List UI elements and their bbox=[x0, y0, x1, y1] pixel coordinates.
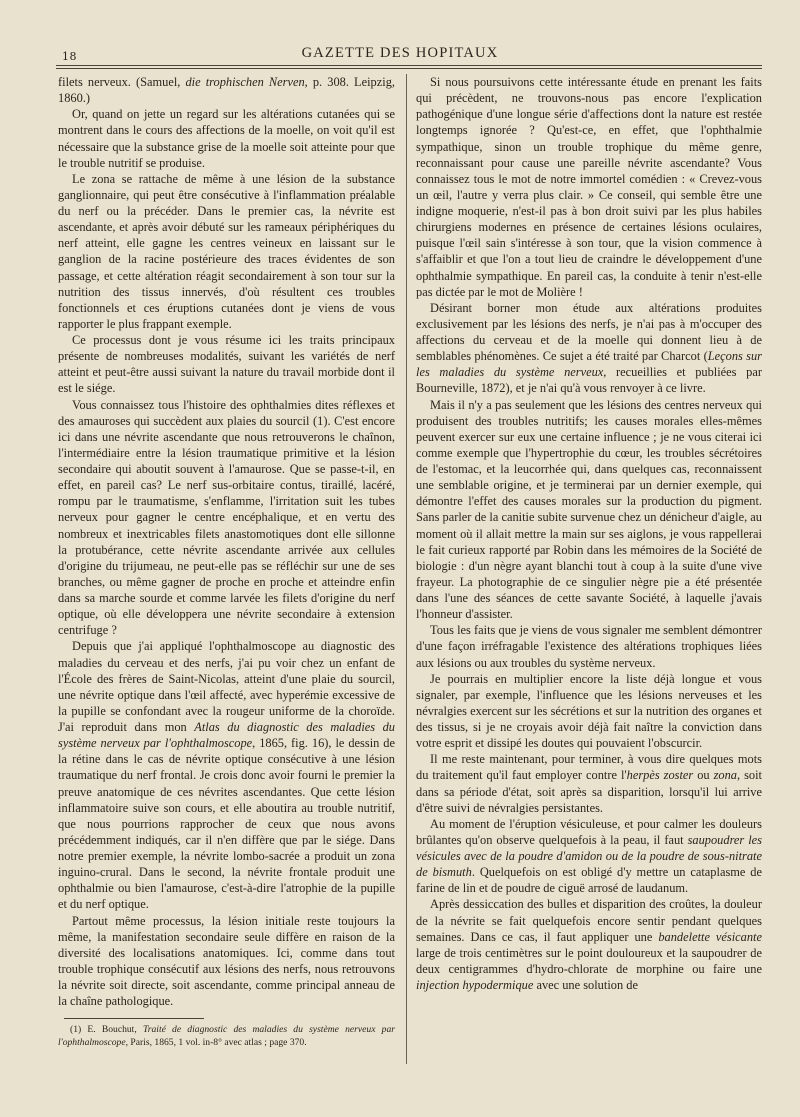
paragraph: Tous les faits que je viens de vous signaler me semblent démontrer d'une façon irréfragable l'existence des altérations trophiques liées aux lésions ou aux troubles du système nerveux. bbox=[416, 623, 762, 670]
paragraph: Désirant borner mon étude aux altérations produites exclusivement par les lésions des nerfs, je n'ai pas à m'occuper des affections du cerveau et de la moelle qui donnent lieu à de semblables phénomènes. Ce sujet a été traité par Charcot (Leçons sur les maladies du système nerveux, recueillies et publiées par Bourneville, 1872), et je n'ai qu'à vous renvoyer à ce livre. bbox=[416, 300, 762, 396]
header-rule-bottom bbox=[56, 68, 762, 69]
paragraph: Je pourrais en multiplier encore la liste déjà longue et vous signaler, par exemple, l'influence que les lésions nerveuses et les névralgies exercent sur les sécrétions et sur la nutrition des organes et des tissus, si je ne croyais avoir déjà fait naître la conviction dans votre esprit et dissipé les doutes qui pouvaient l'obscurcir. bbox=[416, 671, 762, 751]
left-column bbox=[58, 74, 395, 1009]
paragraph: Ce processus dont je vous résume ici les traits principaux présente de nombreuses modalités, suivant les variétés de nerf atteint et peut-être aussi suivant la nature du travail morbide dont il est le siége. bbox=[58, 333, 395, 396]
column-divider bbox=[406, 74, 407, 1064]
paragraph: Le zona se rattache de même à une lésion de la substance ganglionnaire, qui peut être consécutive à l'inflammation préalable du nerf ou la précéder. Dans le premier cas, la névrite est ascendante, et après avoir débuté sur les rameaux périphériques du nerf atteint, elle gagne les centres veineux en laissant sur le ganglion de la racine postérieure des traces évidentes de son passage, et cette altération réagit secondairement à son tour sur la nutrition des tissus innervés, d'où résultent ces troubles fonctionnels et ces éruptions cutanées dont je viens de vous rapporter le plus frappant exemple. bbox=[58, 171, 395, 331]
paragraph: filets nerveux. (Samuel, die trophischen Nerven, p. 308. Leipzig, 1860.) bbox=[58, 75, 395, 106]
footnote-text: (1) E. Bouchut, Traité de diagnostic des maladies du système nerveux par l'ophthalmoscope, Paris, 1865, 1 vol. in-8° avec atlas ; page 370. bbox=[58, 1024, 395, 1048]
header-rule-top bbox=[56, 65, 762, 66]
running-title: GAZETTE DES HOPITAUX bbox=[301, 45, 499, 61]
paragraph: Après dessiccation des bulles et disparition des croûtes, la douleur de la névrite se fait quelquefois encore sentir pendant quelques semaines. Dans ce cas, il faut appliquer une bandelette vésicante large de trois centimètres sur le point douloureux et la saupoudrer de deux centigrammes d'hydro-chlorate de morphine ou faire une injection hypodermique avec une solution de bbox=[416, 897, 762, 992]
paragraph: Vous connaissez tous l'histoire des ophthalmies dites réflexes et des amauroses qui succèdent aux plaies du sourcil (1). C'est encore ici dans une névrite ascendante que nous retrouverons le chaînon, l'intermédiaire entre la lésion traumatique primitive et la lésion secondaire qui aboutit souvent à l'amaurose. Que se passe-t-il, en effet, en pareil cas? Le nerf sus-orbitaire contus, tiraillé, lacéré, rompu par le traumatisme, s'enflamme, l'irritation suit les tubes nerveux pour gagner le centre encéphalique, et en vertu des nombreux et inextricables filets anastomotiques dont elle sillonne la protubérance, cette névrite ascendante arrivée aux cellules d'origine du trijumeau, ne peut-elle pas se réfléchir sur une de ses branches, ou même gagner de proche en proche et atteindre enfin dans sa marche sourde et comme larvée les filets d'origine du nerf optique, où elle développera une névrite secondaire à extension centrifuge ? bbox=[58, 397, 395, 638]
page-number: 18 bbox=[62, 50, 77, 63]
right-column bbox=[416, 74, 762, 993]
footnote-rule bbox=[64, 1018, 204, 1019]
paragraph: Si nous poursuivons cette intéressante étude en prenant les faits qui précèdent, ne trouvons-nous pas encore l'explication pathogénique d'une longue série d'affections dont la nature est restée longtemps ignorée ? Qu'est-ce, en effet, que l'ophthalmie sympathique, sinon un trouble trophique du même genre, reconnaissant pour cause une pareille névrite ascendante? Vous connaissez tous le mot de notre immortel comédien : « Crevez-vous un œil, l'autre y verra plus clair. » Ce conseil, qui semble être une indigne moquerie, n'est-il pas à bon droit suivi par les plus habiles chirurgiens modernes en présence de certaines lésions oculaires, puisque l'œil sain s'intéresse à son tour, que la vision commence à s'affaiblir et que l'on a tout lieu de craindre le développement d'une ophthalmie sympathique. En pareil cas, la conduite à tenir n'est-elle pas dictée par le mot de Molière ! bbox=[416, 75, 762, 299]
paragraph: Il me reste maintenant, pour terminer, à vous dire quelques mots du traitement qu'il faut employer contre l'herpès zoster ou zona, soit dans sa période d'état, soit après sa disparition, lorsqu'il lui arrive d'être suivi de névralgies persistantes. bbox=[416, 752, 762, 815]
paragraph: Partout même processus, la lésion initiale reste toujours la même, la manifestation secondaire seule diffère en raison de la diversité des localisations anatomiques. Ici, comme dans tout trouble trophique consécutif aux lésions des nerfs, nous retrouvons la névrite soit directe, soit ascendante, comme principal anneau de la chaîne pathologique. bbox=[58, 913, 395, 1009]
footnote bbox=[58, 1024, 395, 1049]
paragraph: Depuis que j'ai appliqué l'ophthalmoscope au diagnostic des maladies du cerveau et des nerfs, j'ai pu voir chez un enfant de l'École des frères de Saint-Nicolas, atteint d'une plaie du sourcil, une névrite optique dans l'œil affecté, avec hyperémie excessive de la pupille se confondant avec la rougeur uniforme de la choroïde. J'ai reproduit dans mon Atlas du diagnostic des maladies du système nerveux par l'ophthalmoscope, 1865, fig. 16), le dessin de la rétine dans le cas de névrite optique consécutive à une lésion traumatique du nerf frontal. Je crois donc avoir fourni le premier la preuve anatomique de ces névrites ascendantes. Que cette lésion inflammatoire suive son cours, et elle aboutira au trouble nutritif, que nous pourrions rapprocher de ceux que nous avons précédemment indiqués, car il n'en diffère que par le siége. Dans notre premier exemple, la névrite lombo-sacrée a produit un zona inguino-crural. Dans le second, la névrite frontale produit une ophthalmie ou bien l'amaurose, c'est-à-dire l'atrophie de la pupille et du nerf optique. bbox=[58, 639, 396, 912]
paragraph: Au moment de l'éruption vésiculeuse, et pour calmer les douleurs brûlantes qu'on observe quelquefois à la peau, il faut saupoudrer les vésicules avec de la poudre d'amidon ou de la poudre de sous-nitrate de bismuth. Quelquefois on est obligé d'y mettre un cataplasme de farine de lin et de poudre de ciguë arrosé de laudanum. bbox=[416, 816, 762, 896]
paragraph: Or, quand on jette un regard sur les altérations cutanées qui se montrent dans le cours des affections de la moelle, on voit qu'il est nécessaire que la substance grise de la moelle soit atteinte pour que le trouble nutritif se produise. bbox=[58, 107, 395, 170]
paragraph: Mais il n'y a pas seulement que les lésions des centres nerveux qui produisent des troubles nutritifs; les causes morales elles-mêmes peuvent exercer sur eux une certaine influence ; je ne vous citerai ici comme exemple que l'hypertrophie du cœur, les troubles sécrétoires de l'estomac, et la leucorrhée qui, dans quelques cas, reconnaissent une semblable origine, et je terminerai par un dernier exemple, qui démontre l'effet des causes morales sur la production du pigment. Sans parler de la canitie subite survenue chez un dénicheur d'aigle, au moment où il allait mettre la main sur ses aiglons, je vous rappellerai le fait curieux rapporté par Robin dans les mémoires de la Société de biologie : d'un nègre ayant blanchi tout à coup à la suite d'une vive frayeur. La photographie de ce singulier nègre pie a été présentée dans l'une des séances de cette savante Société, à laquelle j'avais l'honneur d'assister. bbox=[416, 397, 762, 622]
